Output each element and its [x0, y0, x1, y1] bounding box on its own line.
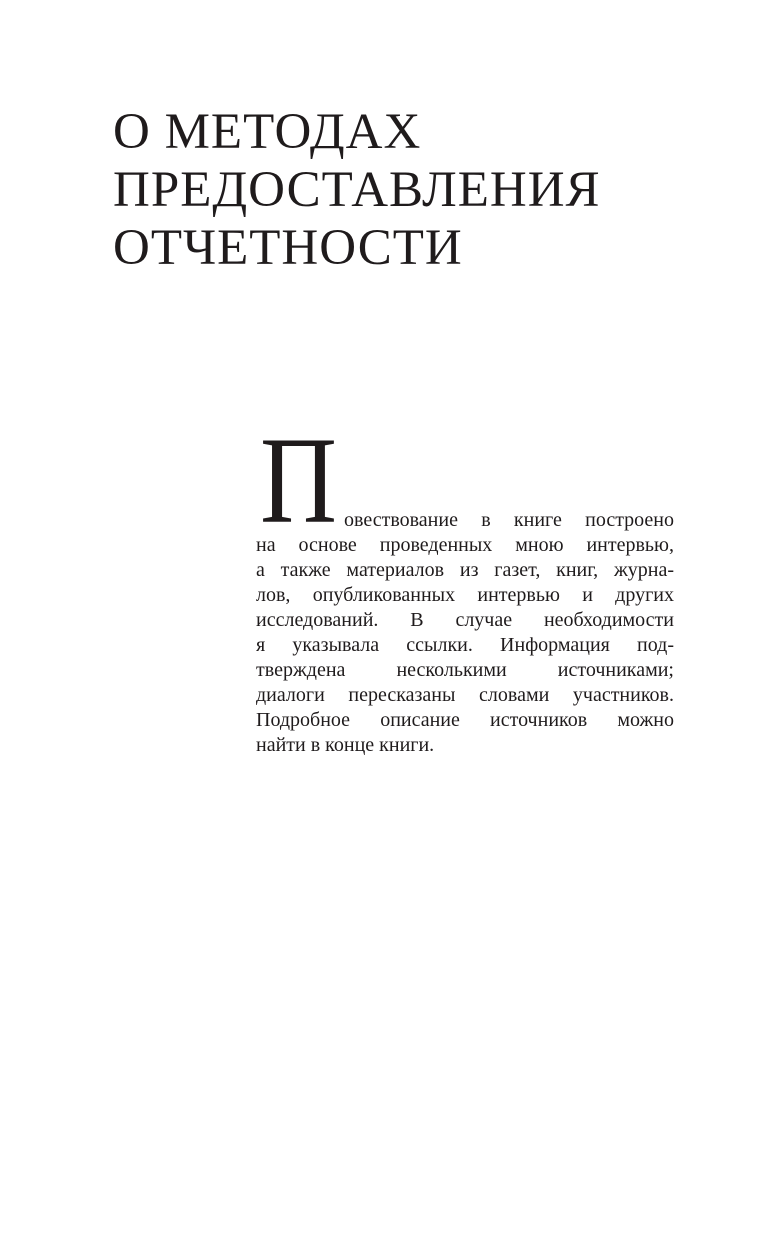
paragraph-line-6: я указывала ссылки. Информация под- — [256, 634, 674, 656]
paragraph-line-7: тверждена несколькими источниками; — [256, 659, 674, 681]
paragraph-line-5: исследований. В случае необходимости — [256, 609, 674, 631]
paragraph-line-3: а также материалов из газет, книг, журна- — [256, 559, 674, 581]
paragraph-line-10: найти в конце книги. — [256, 734, 435, 756]
drop-cap: П — [260, 412, 338, 549]
paragraph-line-1: овествование в книге построено — [344, 509, 674, 531]
heading-line-3: ОТЧЕТНОСТИ — [113, 220, 463, 276]
paragraph-line-4: лов, опубликованных интервью и других — [256, 584, 674, 606]
heading-line-1: О МЕТОДАХ — [113, 104, 422, 160]
paragraph-line-8: диалоги пересказаны словами участников. — [256, 684, 674, 706]
chapter-heading — [113, 103, 673, 277]
paragraph-line-9: Подробное описание источников можно — [256, 709, 674, 731]
paragraph-line-2: на основе проведенных мною интервью, — [256, 534, 674, 556]
heading-line-2: ПРЕДОСТАВЛЕНИЯ — [113, 162, 601, 218]
